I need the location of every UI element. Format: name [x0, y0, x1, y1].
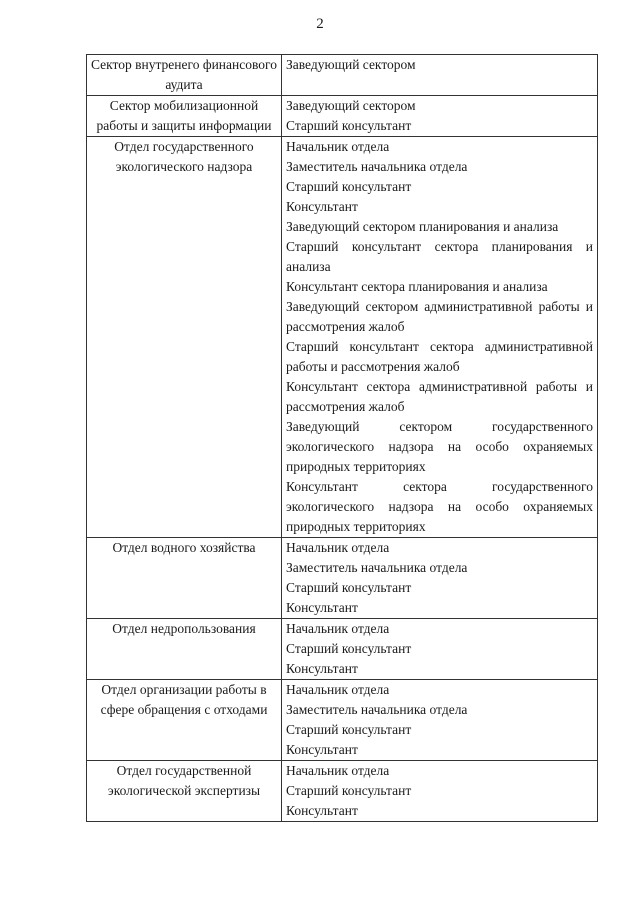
table-row [87, 619, 598, 680]
page-number: 2 [316, 16, 324, 32]
positions-cell [282, 619, 598, 680]
position-item: Заместитель начальника отдела [286, 702, 468, 717]
position-item: Начальник отдела [286, 621, 390, 636]
position-item: Заведующий сектором [286, 98, 416, 113]
positions-cell [282, 761, 598, 822]
position-item: Консультант [286, 600, 358, 615]
position-item: Начальник отдела [286, 763, 390, 778]
table-row [87, 96, 598, 137]
table-row [87, 55, 598, 96]
position-item: Старший консультант [286, 641, 412, 656]
positions-cell [282, 137, 598, 538]
position-item: Заведующий сектором [286, 57, 416, 72]
position-item: Начальник отдела [286, 682, 390, 697]
department-cell: Отдел организации работы в сфере обращения с отходами [87, 680, 282, 761]
position-item: Консультант сектора государственного экологического надзора на особо охраняемых природных территориях [286, 479, 593, 534]
position-item: Заместитель начальника отдела [286, 560, 468, 575]
position-item: Заведующий сектором государственного экологического надзора на особо охраняемых природных территориях [286, 419, 593, 474]
position-item: Заведующий сектором планирования и анализа [286, 219, 559, 234]
department-cell: Отдел недропользования [87, 619, 282, 680]
table-row [87, 538, 598, 619]
position-item: Старший консультант [286, 118, 412, 133]
position-item: Старший консультант [286, 783, 412, 798]
position-item: Консультант [286, 742, 358, 757]
department-cell: Отдел государственной экологической экспертизы [87, 761, 282, 822]
position-item: Консультант [286, 803, 358, 818]
position-item: Начальник отдела [286, 540, 390, 555]
positions-cell [282, 55, 598, 96]
department-cell: Сектор мобилизационной работы и защиты информации [87, 96, 282, 137]
department-cell: Сектор внутренего финансового аудита [87, 55, 282, 96]
position-item: Старший консультант [286, 722, 412, 737]
position-item: Начальник отдела [286, 139, 390, 154]
department-cell: Отдел государственного экологического надзора [87, 137, 282, 538]
positions-cell [282, 96, 598, 137]
positions-cell [282, 538, 598, 619]
position-item: Заместитель начальника отдела [286, 159, 468, 174]
position-item: Заведующий сектором административной работы и рассмотрения жалоб [286, 299, 593, 334]
table-row [87, 761, 598, 822]
position-item: Старший консультант сектора административной работы и рассмотрения жалоб [286, 339, 593, 374]
position-item: Старший консультант [286, 179, 412, 194]
position-item: Консультант сектора административной работы и рассмотрения жалоб [286, 379, 593, 414]
position-item: Старший консультант сектора планирования и анализа [286, 239, 593, 274]
department-cell: Отдел водного хозяйства [87, 538, 282, 619]
positions-cell [282, 680, 598, 761]
position-item: Консультант сектора планирования и анализа [286, 279, 548, 294]
position-item: Консультант [286, 199, 358, 214]
staff-table [86, 54, 598, 822]
staff-table-body [87, 55, 598, 822]
position-item: Старший консультант [286, 580, 412, 595]
table-row [87, 137, 598, 538]
position-item: Консультант [286, 661, 358, 676]
table-row [87, 680, 598, 761]
